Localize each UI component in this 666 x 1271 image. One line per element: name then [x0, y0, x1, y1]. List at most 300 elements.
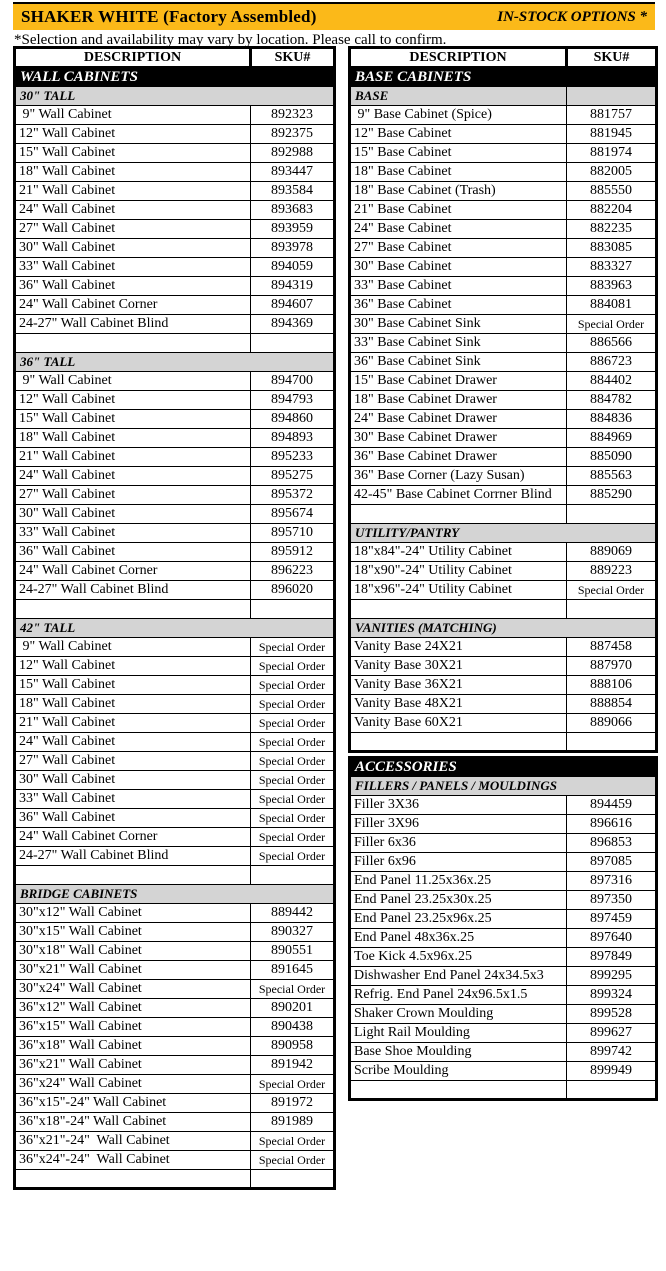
empty-cell [15, 334, 251, 353]
item-sku: 890551 [251, 942, 335, 961]
table-row [350, 714, 657, 733]
item-description: 30"x18" Wall Cabinet [15, 942, 251, 961]
item-description: 21" Wall Cabinet [15, 448, 251, 467]
item-description: 24-27" Wall Cabinet Blind [15, 847, 251, 866]
item-description: 36"x21"-24" Wall Cabinet [15, 1132, 251, 1151]
table-row [15, 372, 335, 391]
table-row [15, 220, 335, 239]
item-description: 30" Base Cabinet [350, 258, 567, 277]
column-header-row [350, 48, 657, 68]
table-row [15, 486, 335, 505]
item-description: 27" Wall Cabinet [15, 220, 251, 239]
item-sku: 892323 [251, 106, 335, 125]
item-description: 18" Wall Cabinet [15, 163, 251, 182]
table-row [350, 315, 657, 334]
table-row [15, 1075, 335, 1094]
table-row [350, 410, 657, 429]
item-description: 30"x12" Wall Cabinet [15, 904, 251, 923]
item-description: Filler 6x36 [350, 834, 567, 853]
item-description: 30" Wall Cabinet [15, 239, 251, 258]
item-sku: 891942 [251, 1056, 335, 1075]
base-cabinets-table [348, 46, 658, 753]
item-sku: 889069 [567, 543, 657, 562]
table-row [350, 638, 657, 657]
table-row [15, 334, 335, 353]
table-row [350, 657, 657, 676]
table-row [15, 1018, 335, 1037]
table-row [350, 68, 657, 87]
item-sku: Special Order [567, 581, 657, 600]
wall-cabinets-column [13, 46, 333, 1190]
empty-cell [251, 866, 335, 885]
table-row [15, 885, 335, 904]
table-row [350, 543, 657, 562]
item-sku: 899742 [567, 1043, 657, 1062]
section-header: BASE CABINETS [350, 68, 657, 87]
table-row [350, 619, 657, 638]
table-row [15, 410, 335, 429]
table-row [15, 600, 335, 619]
item-description: 15" Base Cabinet Drawer [350, 372, 567, 391]
table-row [15, 866, 335, 885]
item-sku: 882005 [567, 163, 657, 182]
item-description: 12" Wall Cabinet [15, 391, 251, 410]
item-sku: 882235 [567, 220, 657, 239]
item-sku: 894893 [251, 429, 335, 448]
table-row [15, 619, 335, 638]
item-description: 15" Wall Cabinet [15, 410, 251, 429]
item-description: 24" Base Cabinet Drawer [350, 410, 567, 429]
subsection-header: VANITIES (MATCHING) [350, 619, 657, 638]
item-sku: 895710 [251, 524, 335, 543]
item-description: 36" Wall Cabinet [15, 543, 251, 562]
title-banner [13, 2, 655, 30]
availability-note: *Selection and availability may vary by location. Please call to confirm. [14, 32, 447, 48]
item-sku: 884836 [567, 410, 657, 429]
table-row [350, 695, 657, 714]
table-row [15, 1113, 335, 1132]
table-row [350, 201, 657, 220]
empty-cell [567, 600, 657, 619]
item-sku: Special Order [251, 676, 335, 695]
item-sku: 894369 [251, 315, 335, 334]
item-description: 18" Base Cabinet [350, 163, 567, 182]
item-sku: Special Order [251, 733, 335, 752]
item-sku: Special Order [251, 771, 335, 790]
table-row [350, 448, 657, 467]
item-description: Vanity Base 24X21 [350, 638, 567, 657]
item-description: 9" Wall Cabinet [15, 106, 251, 125]
item-description: 12" Wall Cabinet [15, 657, 251, 676]
item-description: 15" Wall Cabinet [15, 676, 251, 695]
table-row [350, 796, 657, 815]
item-description: Vanity Base 36X21 [350, 676, 567, 695]
sku-column-header: SKU# [567, 48, 657, 68]
table-row [350, 733, 657, 752]
item-sku: 899949 [567, 1062, 657, 1081]
item-description: 27" Wall Cabinet [15, 752, 251, 771]
item-sku: Special Order [567, 315, 657, 334]
table-row [15, 524, 335, 543]
item-sku: 894607 [251, 296, 335, 315]
table-row [15, 505, 335, 524]
item-sku: Special Order [251, 638, 335, 657]
item-sku: 896223 [251, 562, 335, 581]
item-description: 27" Wall Cabinet [15, 486, 251, 505]
table-row [350, 524, 657, 543]
item-sku: 894459 [567, 796, 657, 815]
table-row [350, 891, 657, 910]
item-description: End Panel 11.25x36x.25 [350, 872, 567, 891]
wall-cabinets-table [13, 46, 336, 1190]
item-description: 30" Wall Cabinet [15, 771, 251, 790]
table-row [15, 695, 335, 714]
item-description: 24" Wall Cabinet [15, 467, 251, 486]
table-row [350, 1062, 657, 1081]
empty-cell [251, 1170, 335, 1189]
item-sku: 896020 [251, 581, 335, 600]
table-row [15, 315, 335, 334]
item-sku: 895912 [251, 543, 335, 562]
table-row [15, 239, 335, 258]
table-row [350, 777, 657, 796]
item-description: 33" Base Cabinet Sink [350, 334, 567, 353]
table-row [15, 429, 335, 448]
table-row [350, 929, 657, 948]
table-row [15, 296, 335, 315]
item-description: 30"x15" Wall Cabinet [15, 923, 251, 942]
item-sku: 894860 [251, 410, 335, 429]
table-row [15, 1132, 335, 1151]
item-description: 24" Wall Cabinet Corner [15, 562, 251, 581]
item-sku: 893584 [251, 182, 335, 201]
item-sku: Special Order [251, 1132, 335, 1151]
item-sku: 888854 [567, 695, 657, 714]
table-row [15, 714, 335, 733]
table-row [350, 277, 657, 296]
item-description: End Panel 23.25x96x.25 [350, 910, 567, 929]
table-row [15, 163, 335, 182]
empty-cell [15, 1170, 251, 1189]
item-sku: 886566 [567, 334, 657, 353]
table-row [350, 1005, 657, 1024]
item-sku: 895275 [251, 467, 335, 486]
item-description: Filler 3X36 [350, 796, 567, 815]
table-row [15, 771, 335, 790]
item-sku: 893959 [251, 220, 335, 239]
item-sku: 888106 [567, 676, 657, 695]
item-sku: 885090 [567, 448, 657, 467]
table-row [350, 815, 657, 834]
item-sku: 890958 [251, 1037, 335, 1056]
table-row [350, 600, 657, 619]
subsection-header: UTILITY/PANTRY [350, 524, 657, 543]
item-description: 36"x24" Wall Cabinet [15, 1075, 251, 1094]
item-sku: 897640 [567, 929, 657, 948]
item-description: 33" Base Cabinet [350, 277, 567, 296]
table-row [15, 904, 335, 923]
table-row [15, 448, 335, 467]
item-description: 18" Wall Cabinet [15, 695, 251, 714]
item-description: 36"x18"-24" Wall Cabinet [15, 1113, 251, 1132]
item-description: 18"x84"-24" Utility Cabinet [350, 543, 567, 562]
item-description: 36"x15" Wall Cabinet [15, 1018, 251, 1037]
table-row [350, 581, 657, 600]
item-description: 12" Wall Cabinet [15, 125, 251, 144]
item-description: 18"x90"-24" Utility Cabinet [350, 562, 567, 581]
table-row [15, 87, 335, 106]
item-sku: 894319 [251, 277, 335, 296]
item-description: 33" Wall Cabinet [15, 790, 251, 809]
base-cabinets-column [348, 46, 655, 1101]
item-description: 21" Wall Cabinet [15, 182, 251, 201]
table-row [350, 163, 657, 182]
item-sku: 883963 [567, 277, 657, 296]
item-description: Dishwasher End Panel 24x34.5x3 [350, 967, 567, 986]
empty-cell [567, 733, 657, 752]
table-row [15, 144, 335, 163]
item-description: 30" Wall Cabinet [15, 505, 251, 524]
subsection-header: BRIDGE CABINETS [15, 885, 335, 904]
item-description: 24" Wall Cabinet [15, 733, 251, 752]
table-row [15, 1151, 335, 1170]
item-sku: Special Order [251, 1075, 335, 1094]
item-sku: 891989 [251, 1113, 335, 1132]
table-row [350, 967, 657, 986]
table-row [15, 676, 335, 695]
table-row [350, 182, 657, 201]
description-column-header: DESCRIPTION [350, 48, 567, 68]
item-description: 36" Base Cabinet Drawer [350, 448, 567, 467]
item-description: 27" Base Cabinet [350, 239, 567, 258]
item-sku: 897459 [567, 910, 657, 929]
item-sku: 883085 [567, 239, 657, 258]
item-description: 30" Base Cabinet Sink [350, 315, 567, 334]
description-column-header: DESCRIPTION [15, 48, 251, 68]
table-row [350, 834, 657, 853]
item-description: End Panel 23.25x30x.25 [350, 891, 567, 910]
table-row [350, 334, 657, 353]
table-row [15, 581, 335, 600]
item-sku: 885563 [567, 467, 657, 486]
item-sku: 881757 [567, 106, 657, 125]
subsection-header: 30" TALL [15, 87, 335, 106]
column-header-row [15, 48, 335, 68]
item-sku: 897849 [567, 948, 657, 967]
in-stock-options-label: IN-STOCK OPTIONS * [497, 8, 647, 25]
table-row [350, 676, 657, 695]
empty-cell [567, 1081, 657, 1100]
accessories-table [348, 756, 658, 1101]
item-sku: 894059 [251, 258, 335, 277]
table-row [15, 657, 335, 676]
table-row [350, 1043, 657, 1062]
table-row [15, 467, 335, 486]
table-row [350, 1024, 657, 1043]
item-sku: 895233 [251, 448, 335, 467]
item-description: 36"x15"-24" Wall Cabinet [15, 1094, 251, 1113]
item-sku: 885290 [567, 486, 657, 505]
item-description: Light Rail Moulding [350, 1024, 567, 1043]
item-description: 21" Base Cabinet [350, 201, 567, 220]
item-sku: 884782 [567, 391, 657, 410]
item-description: 36" Base Cabinet [350, 296, 567, 315]
item-sku: 886723 [567, 353, 657, 372]
table-row [350, 486, 657, 505]
item-description: 24-27" Wall Cabinet Blind [15, 581, 251, 600]
item-description: 9" Wall Cabinet [15, 638, 251, 657]
item-description: End Panel 48x36x.25 [350, 929, 567, 948]
item-sku: Special Order [251, 980, 335, 999]
item-description: 12" Base Cabinet [350, 125, 567, 144]
table-row [15, 68, 335, 87]
item-description: Shaker Crown Moulding [350, 1005, 567, 1024]
item-description: 24-27" Wall Cabinet Blind [15, 315, 251, 334]
empty-cell [350, 1081, 567, 1100]
item-sku: 882204 [567, 201, 657, 220]
item-description: 24" Wall Cabinet [15, 201, 251, 220]
table-row [15, 106, 335, 125]
table-row [350, 239, 657, 258]
table-row [15, 999, 335, 1018]
table-row [350, 1081, 657, 1100]
item-sku: Special Order [251, 695, 335, 714]
item-description: 36"x24"-24" Wall Cabinet [15, 1151, 251, 1170]
table-row [350, 106, 657, 125]
item-sku: 884081 [567, 296, 657, 315]
table-row [350, 853, 657, 872]
item-sku: 896853 [567, 834, 657, 853]
subsection-header: FILLERS / PANELS / MOULDINGS [350, 777, 657, 796]
table-row [350, 296, 657, 315]
item-description: 18" Base Cabinet Drawer [350, 391, 567, 410]
item-description: 42-45" Base Cabinet Corrner Blind [350, 486, 567, 505]
item-sku: 897350 [567, 891, 657, 910]
subsection-header: BASE [350, 87, 567, 106]
item-description: Vanity Base 30X21 [350, 657, 567, 676]
item-description: 18"x96"-24" Utility Cabinet [350, 581, 567, 600]
table-row [15, 980, 335, 999]
item-sku: 883327 [567, 258, 657, 277]
item-sku: 889066 [567, 714, 657, 733]
item-description: 30"x24" Wall Cabinet [15, 980, 251, 999]
item-sku: 889223 [567, 562, 657, 581]
item-sku: 899528 [567, 1005, 657, 1024]
subsection-header: 42" TALL [15, 619, 335, 638]
item-sku: 897085 [567, 853, 657, 872]
item-sku: 890327 [251, 923, 335, 942]
item-sku: 881974 [567, 144, 657, 163]
table-row [15, 1170, 335, 1189]
item-sku: 889442 [251, 904, 335, 923]
table-row [15, 562, 335, 581]
item-description: 36" Base Cabinet Sink [350, 353, 567, 372]
table-row [350, 220, 657, 239]
item-description: Vanity Base 48X21 [350, 695, 567, 714]
item-description: 9" Wall Cabinet [15, 372, 251, 391]
table-row [350, 87, 657, 106]
item-sku: 884402 [567, 372, 657, 391]
item-description: 33" Wall Cabinet [15, 258, 251, 277]
item-sku: 892988 [251, 144, 335, 163]
item-description: 24" Wall Cabinet Corner [15, 828, 251, 847]
item-sku: 897316 [567, 872, 657, 891]
item-description: 36"x12" Wall Cabinet [15, 999, 251, 1018]
item-sku: 884969 [567, 429, 657, 448]
table-row [15, 752, 335, 771]
empty-cell [567, 505, 657, 524]
item-description: Toe Kick 4.5x96x.25 [350, 948, 567, 967]
item-description: 18" Base Cabinet (Trash) [350, 182, 567, 201]
item-description: 36"x21" Wall Cabinet [15, 1056, 251, 1075]
item-description: 33" Wall Cabinet [15, 524, 251, 543]
item-description: 30" Base Cabinet Drawer [350, 429, 567, 448]
table-row [15, 790, 335, 809]
item-sku: 899324 [567, 986, 657, 1005]
table-row [15, 182, 335, 201]
table-row [15, 638, 335, 657]
item-sku: 890438 [251, 1018, 335, 1037]
table-row [15, 942, 335, 961]
table-row [350, 467, 657, 486]
item-sku: Special Order [251, 1151, 335, 1170]
item-sku: 896616 [567, 815, 657, 834]
empty-cell [15, 600, 251, 619]
table-row [15, 543, 335, 562]
empty-cell [251, 334, 335, 353]
page-title: SHAKER WHITE (Factory Assembled) [21, 7, 317, 26]
item-sku: 890201 [251, 999, 335, 1018]
table-row [15, 1037, 335, 1056]
empty-cell [251, 600, 335, 619]
item-sku: 891972 [251, 1094, 335, 1113]
item-sku: 894793 [251, 391, 335, 410]
item-sku: 887970 [567, 657, 657, 676]
item-description: 21" Wall Cabinet [15, 714, 251, 733]
empty-cell [350, 600, 567, 619]
item-description: Vanity Base 60X21 [350, 714, 567, 733]
item-description: 36" Wall Cabinet [15, 809, 251, 828]
item-description: Scribe Moulding [350, 1062, 567, 1081]
empty-cell [350, 505, 567, 524]
table-row [350, 562, 657, 581]
item-sku: 899295 [567, 967, 657, 986]
item-sku: 893447 [251, 163, 335, 182]
section-header: ACCESSORIES [350, 758, 657, 777]
item-description: 24" Wall Cabinet Corner [15, 296, 251, 315]
item-sku: Special Order [251, 657, 335, 676]
item-description: Filler 6x96 [350, 853, 567, 872]
sku-column-header: SKU# [251, 48, 335, 68]
item-sku: 893683 [251, 201, 335, 220]
item-description: 15" Wall Cabinet [15, 144, 251, 163]
table-row [15, 847, 335, 866]
item-description: 9" Base Cabinet (Spice) [350, 106, 567, 125]
item-description: 15" Base Cabinet [350, 144, 567, 163]
item-description: 18" Wall Cabinet [15, 429, 251, 448]
item-sku: Special Order [251, 809, 335, 828]
subsection-header-sku-cell [567, 87, 657, 106]
table-row [15, 961, 335, 980]
table-row [350, 948, 657, 967]
table-row [15, 733, 335, 752]
item-sku: 895674 [251, 505, 335, 524]
table-row [350, 872, 657, 891]
table-row [15, 828, 335, 847]
item-description: 30"x21" Wall Cabinet [15, 961, 251, 980]
table-row [15, 391, 335, 410]
item-sku: 894700 [251, 372, 335, 391]
